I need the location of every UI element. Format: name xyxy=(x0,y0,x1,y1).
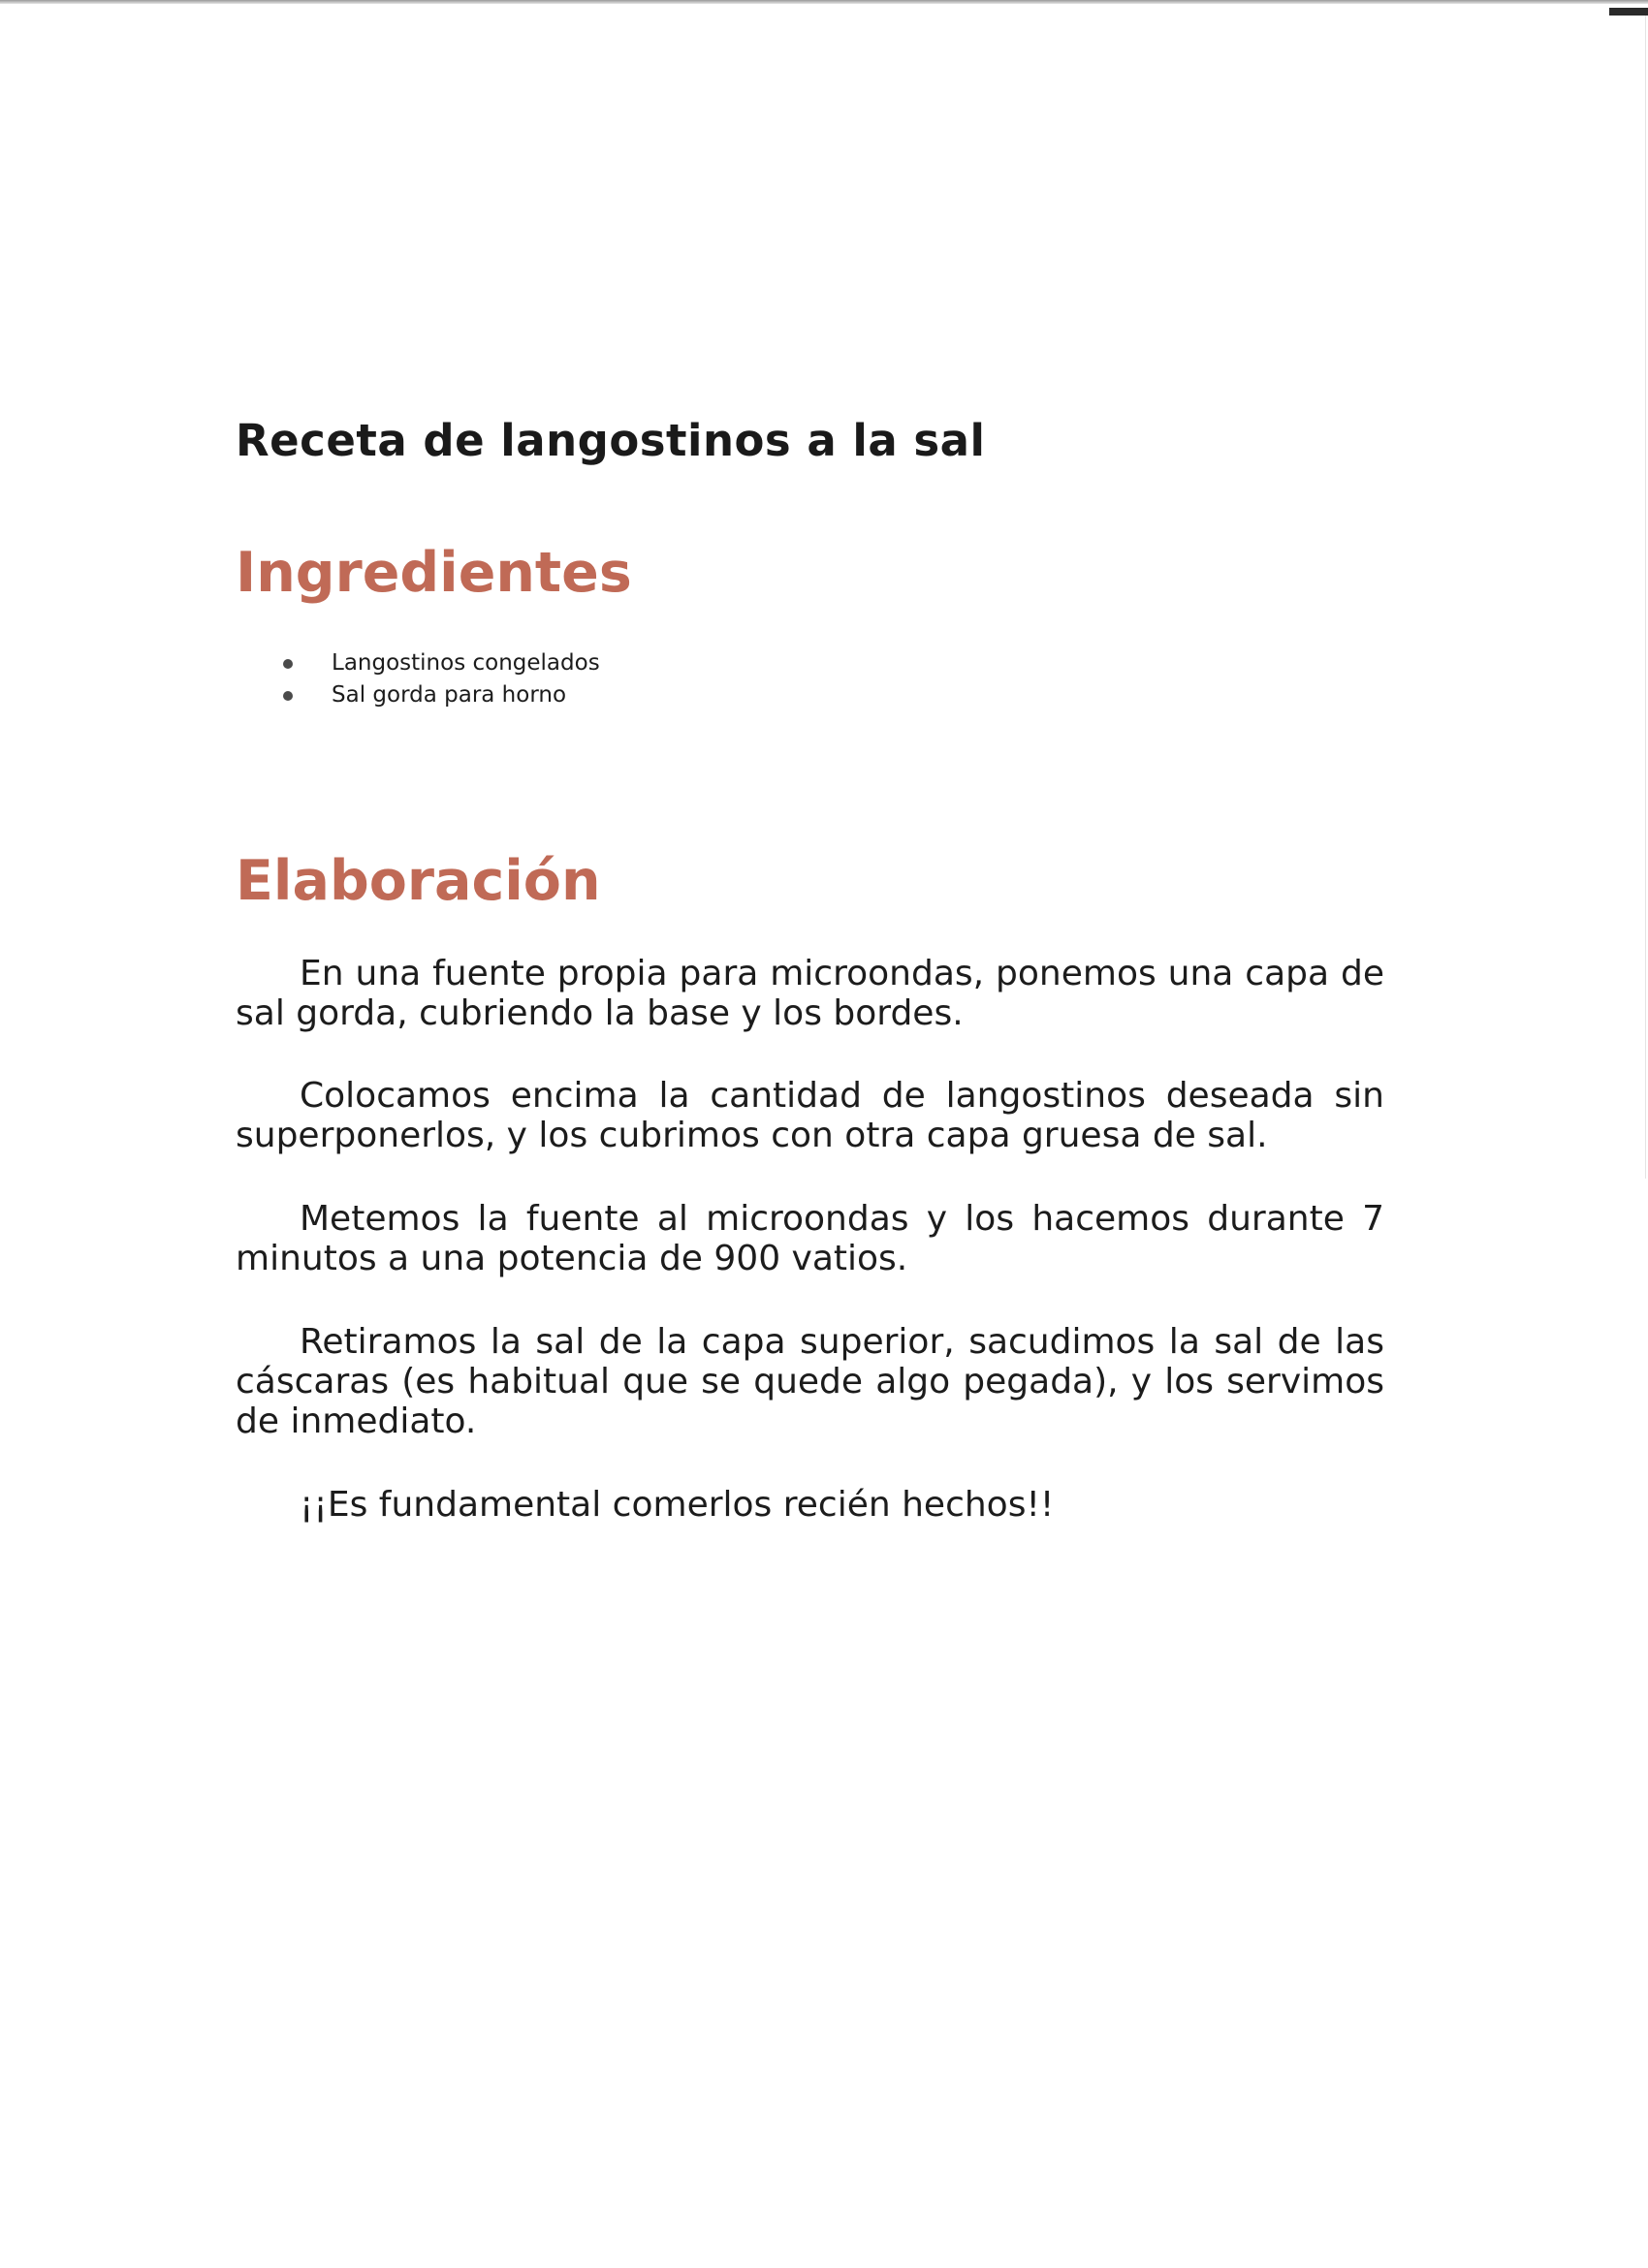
ingredients-heading: Ingredientes xyxy=(236,541,632,605)
preparation-paragraph: Retiramos la sal de la capa superior, sacudimos la sal de las cáscaras (es habitual que se quede algo pegada), y los servimos de inmediato. xyxy=(236,1322,1384,1441)
scan-corner-mark xyxy=(1609,8,1648,16)
ingredient-label: Langostinos congelados xyxy=(332,650,600,676)
preparation-paragraph: En una fuente propia para microondas, ponemos una capa de sal gorda, cubriendo la base y los bordes. xyxy=(236,954,1384,1033)
scan-edge-top xyxy=(0,0,1648,4)
preparation-paragraph: ¡¡Es fundamental comerlos recién hechos!! xyxy=(300,1485,1055,1525)
ingredient-label: Sal gorda para horno xyxy=(332,682,567,708)
bullet-icon xyxy=(283,659,293,669)
scan-edge-right xyxy=(1645,16,1646,1179)
preparation-heading: Elaboración xyxy=(236,849,601,913)
bullet-icon xyxy=(283,691,293,701)
preparation-paragraph: Colocamos encima la cantidad de langostinos deseada sin superponerlos, y los cubrimos con otra capa gruesa de sal. xyxy=(236,1076,1384,1155)
preparation-paragraph: Metemos la fuente al microondas y los hacemos durante 7 minutos a una potencia de 900 vatios. xyxy=(236,1199,1384,1278)
page-title: Receta de langostinos a la sal xyxy=(236,415,986,466)
